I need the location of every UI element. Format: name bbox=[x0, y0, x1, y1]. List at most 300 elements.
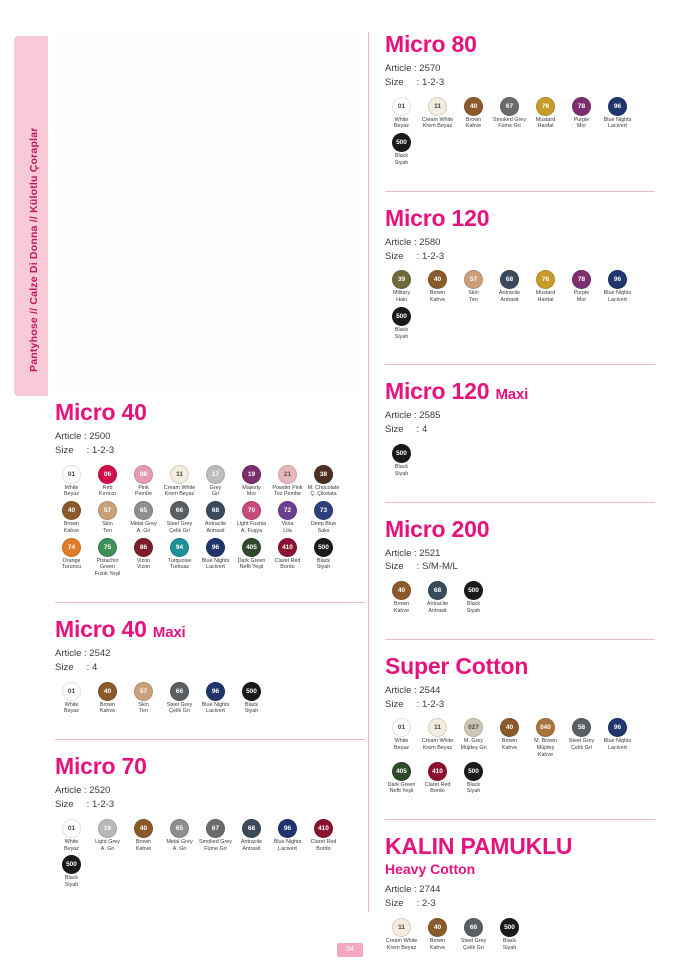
color-swatch-dot: 66 bbox=[170, 682, 189, 701]
color-swatch-dot: 75 bbox=[98, 538, 117, 557]
section-divider bbox=[385, 364, 655, 365]
product-title-text: Micro 120 bbox=[385, 204, 490, 231]
product-title-text: Micro 80 bbox=[385, 31, 477, 57]
color-swatch bbox=[421, 270, 454, 304]
size-line: Size : 1-2-3 bbox=[55, 444, 115, 456]
color-swatch-name: M. Chocolate Ç. Çikolata bbox=[307, 484, 340, 498]
section-tab-label: Pantyhose // Calze Di Donna // Külotlu Çoraplar bbox=[28, 127, 40, 372]
color-swatch bbox=[307, 819, 340, 853]
color-swatch bbox=[385, 581, 418, 615]
product-block bbox=[385, 517, 655, 625]
product-title-text: Micro 120 bbox=[385, 378, 490, 405]
color-swatch-dot: 500 bbox=[464, 581, 483, 600]
color-swatch-name: Viola Lila bbox=[281, 521, 294, 534]
color-swatch-dot: 06 bbox=[98, 465, 117, 484]
color-swatch-dot: 040 bbox=[536, 718, 555, 737]
color-swatch bbox=[163, 682, 196, 716]
color-swatch-name: Orange Turuncu bbox=[61, 557, 82, 571]
color-swatch-name: Cream White Krem Beyaz bbox=[421, 116, 454, 130]
color-swatch bbox=[271, 501, 304, 535]
color-swatch-dot: 11 bbox=[428, 718, 447, 737]
color-swatch bbox=[55, 855, 88, 889]
color-swatch-name: Blue Nights Lacivert bbox=[603, 290, 632, 304]
color-swatch bbox=[235, 465, 268, 499]
color-swatch-dot: 500 bbox=[392, 444, 411, 463]
product-title bbox=[385, 654, 655, 678]
color-swatch-list bbox=[385, 97, 655, 167]
product-title bbox=[385, 206, 655, 230]
color-swatch-dot: 86 bbox=[134, 538, 153, 557]
product-title-text: Micro 70 bbox=[55, 753, 147, 780]
product-meta bbox=[385, 684, 655, 712]
product-block bbox=[385, 379, 655, 487]
page-edge-strip bbox=[0, 0, 10, 973]
color-swatch-list bbox=[385, 444, 655, 478]
color-swatch bbox=[385, 270, 418, 304]
color-swatch-dot: 410 bbox=[428, 762, 447, 781]
color-swatch-dot: 73 bbox=[314, 501, 333, 520]
color-swatch-dot: 66 bbox=[464, 918, 483, 937]
color-swatch bbox=[493, 918, 526, 952]
color-swatch-dot: 57 bbox=[134, 682, 153, 701]
color-swatch-name: White Beyaz bbox=[394, 738, 409, 752]
color-swatch bbox=[163, 501, 196, 535]
color-swatch-list bbox=[385, 718, 655, 795]
size-line: Size : 1-2-3 bbox=[385, 698, 445, 710]
color-swatch-dot: 500 bbox=[392, 307, 411, 326]
section-divider bbox=[385, 191, 655, 192]
color-swatch-name: Dark Green Nefti Yeşil bbox=[387, 781, 416, 795]
color-swatch bbox=[457, 270, 490, 304]
product-block bbox=[55, 400, 365, 588]
product-meta bbox=[385, 547, 655, 575]
color-swatch-dot: 500 bbox=[464, 762, 483, 781]
article-line: Article : 2744 bbox=[385, 884, 441, 896]
color-swatch-name: Black Siyah bbox=[394, 153, 409, 166]
color-swatch-dot: 01 bbox=[392, 97, 411, 116]
color-swatch bbox=[91, 819, 124, 853]
size-line: Size : 2-3 bbox=[385, 898, 436, 910]
color-swatch-dot: 19 bbox=[242, 465, 261, 484]
color-swatch-name: Purple Mor bbox=[573, 116, 590, 130]
color-swatch bbox=[565, 718, 598, 758]
color-swatch-dot: 17 bbox=[206, 465, 225, 484]
color-swatch-dot: 72 bbox=[278, 501, 297, 520]
section-divider bbox=[55, 739, 365, 740]
color-swatch-name: Claret Red Bordo bbox=[310, 838, 337, 852]
color-swatch-dot: 01 bbox=[62, 682, 81, 701]
color-swatch-dot: 76 bbox=[536, 270, 555, 289]
product-title bbox=[385, 517, 655, 541]
color-swatch bbox=[529, 270, 562, 304]
color-swatch-name: Cream White Krem Beyaz bbox=[385, 937, 418, 951]
color-swatch-name: Black Siyah bbox=[394, 326, 409, 340]
color-swatch bbox=[457, 581, 490, 615]
color-swatch-dot: 410 bbox=[278, 538, 297, 557]
color-swatch-name: Skin Ten bbox=[468, 290, 479, 304]
color-swatch bbox=[235, 682, 268, 716]
color-swatch-name: White Beyaz bbox=[64, 484, 79, 498]
size-line: Size : S/M-M/L bbox=[385, 561, 458, 573]
color-swatch-dot: 39 bbox=[392, 270, 411, 289]
color-swatch-dot: 410 bbox=[314, 819, 333, 838]
color-swatch-name: Red Kırmızı bbox=[98, 484, 117, 498]
color-swatch-dot: 96 bbox=[608, 97, 627, 116]
color-swatch-name: Black Siyah bbox=[394, 464, 409, 477]
color-swatch bbox=[493, 97, 526, 131]
color-swatch bbox=[235, 501, 268, 535]
product-title-text: Super Cotton bbox=[385, 652, 529, 679]
color-swatch-name: Blue Nights Lacivert bbox=[201, 701, 230, 715]
color-swatch-dot: 65 bbox=[170, 819, 189, 838]
product-block bbox=[55, 617, 365, 725]
color-swatch bbox=[385, 918, 418, 952]
color-swatch bbox=[55, 501, 88, 535]
color-swatch-dot: 74 bbox=[62, 538, 81, 557]
color-swatch-name: White Beyaz bbox=[64, 701, 79, 715]
color-swatch-name: Antracite Antrasit bbox=[204, 521, 227, 534]
color-swatch-name: Blue Nights Lacivert bbox=[603, 116, 632, 130]
color-swatch bbox=[91, 501, 124, 535]
color-swatch-list bbox=[385, 270, 655, 340]
color-swatch bbox=[235, 819, 268, 853]
product-block bbox=[385, 654, 655, 805]
color-swatch-dot: 94 bbox=[170, 538, 189, 557]
product-title bbox=[385, 32, 655, 56]
color-swatch-name: Light Grey A. Gri bbox=[95, 838, 120, 852]
color-swatch-name: White Beyaz bbox=[64, 838, 79, 852]
color-swatch-name: Pink Pembe bbox=[134, 484, 153, 498]
article-line: Article : 2580 bbox=[385, 236, 441, 248]
color-swatch-name: Cream White Krem Beyaz bbox=[163, 484, 196, 498]
color-swatch-dot: 78 bbox=[572, 270, 591, 289]
color-swatch-dot: 40 bbox=[62, 501, 81, 520]
color-swatch-dot: 96 bbox=[206, 538, 225, 557]
color-swatch bbox=[235, 538, 268, 578]
page-number: 54 bbox=[337, 943, 363, 957]
color-swatch bbox=[163, 538, 196, 578]
color-swatch bbox=[199, 538, 232, 578]
color-swatch-name: Brown Kahve bbox=[465, 116, 482, 130]
color-swatch-dot: 96 bbox=[278, 819, 297, 838]
product-title bbox=[385, 379, 655, 403]
color-swatch-dot: 66 bbox=[170, 501, 189, 520]
color-swatch-name: Black Siyah bbox=[316, 557, 331, 571]
color-swatch-name: Brown Kahve bbox=[393, 601, 410, 614]
color-swatch bbox=[529, 97, 562, 131]
color-swatch-name: Powder Pink Toz Pembe bbox=[272, 484, 303, 498]
color-swatch-list bbox=[55, 465, 355, 578]
color-swatch-name: Steel Grey Çelik Gri bbox=[166, 521, 193, 534]
color-swatch-dot: 67 bbox=[500, 97, 519, 116]
color-swatch-name: Brown Kahve bbox=[429, 290, 446, 304]
product-title bbox=[55, 617, 365, 641]
color-swatch-dot: 96 bbox=[608, 718, 627, 737]
color-swatch-name: Brown Kahve bbox=[99, 701, 116, 715]
product-title-text: Micro 200 bbox=[385, 515, 490, 542]
color-swatch-dot: 16 bbox=[98, 819, 117, 838]
color-swatch bbox=[55, 819, 88, 853]
color-swatch-name: M. Grey Müjdeş Gri bbox=[460, 738, 487, 752]
color-swatch bbox=[199, 819, 232, 853]
color-swatch-dot: 40 bbox=[500, 718, 519, 737]
color-swatch bbox=[163, 465, 196, 499]
size-line: Size : 1-2-3 bbox=[55, 799, 115, 810]
product-title-maxi: Maxi bbox=[495, 386, 529, 404]
color-swatch bbox=[385, 307, 418, 341]
color-swatch-dot: 500 bbox=[500, 918, 519, 937]
color-swatch-name: Pistachio Green Fıstık Yeşil bbox=[94, 557, 121, 578]
color-swatch bbox=[457, 97, 490, 131]
color-swatch-dot: 96 bbox=[206, 682, 225, 701]
product-meta bbox=[55, 430, 365, 458]
color-swatch-dot: 57 bbox=[464, 270, 483, 289]
color-swatch-name: Steel Grey Çelik Gri bbox=[460, 937, 487, 951]
color-swatch-name: Metal Grey A. Gri bbox=[166, 838, 193, 852]
color-swatch-dot: 500 bbox=[242, 682, 261, 701]
color-swatch-dot: 405 bbox=[392, 762, 411, 781]
color-swatch bbox=[457, 918, 490, 952]
color-swatch bbox=[199, 682, 232, 716]
color-swatch-dot: 21 bbox=[278, 465, 297, 484]
product-meta bbox=[385, 236, 655, 264]
color-swatch-dot: 40 bbox=[428, 270, 447, 289]
section-tab bbox=[14, 36, 48, 396]
color-swatch-name: Purple Mor bbox=[573, 290, 590, 304]
color-swatch bbox=[55, 538, 88, 578]
product-title-text: Micro 40 bbox=[55, 615, 147, 642]
color-swatch-name: Deep Blue Saks bbox=[310, 521, 337, 534]
product-meta bbox=[385, 62, 655, 90]
color-swatch-name: Black Siyah bbox=[244, 701, 259, 715]
section-divider bbox=[55, 602, 365, 603]
color-swatch bbox=[457, 718, 490, 758]
color-swatch bbox=[385, 444, 418, 478]
color-swatch-dot: 500 bbox=[62, 855, 81, 874]
product-block bbox=[385, 834, 655, 961]
color-swatch bbox=[421, 762, 454, 796]
color-swatch-dot: 500 bbox=[314, 538, 333, 557]
article-line: Article : 2570 bbox=[385, 63, 441, 75]
color-swatch bbox=[127, 501, 160, 535]
color-swatch bbox=[307, 465, 340, 499]
color-swatch-name: M. Brown Müjdeş Kahve bbox=[534, 738, 557, 758]
color-swatch-name: Antracite Antrasit bbox=[240, 838, 263, 852]
color-swatch-dot: 38 bbox=[314, 465, 333, 484]
color-swatch-name: Light Fushia A. Fuşya bbox=[236, 521, 267, 534]
color-swatch-name: Blue Nights Lacivert bbox=[201, 557, 230, 571]
color-swatch bbox=[421, 718, 454, 758]
color-swatch bbox=[127, 819, 160, 853]
color-swatch-name: Vizon Vizon bbox=[136, 557, 151, 571]
product-meta bbox=[55, 784, 365, 812]
color-swatch-dot: 68 bbox=[206, 501, 225, 520]
color-swatch bbox=[271, 538, 304, 578]
color-swatch bbox=[199, 501, 232, 535]
color-swatch-dot: 405 bbox=[242, 538, 261, 557]
color-swatch bbox=[385, 718, 418, 758]
color-swatch-dot: 11 bbox=[170, 465, 189, 484]
product-title bbox=[55, 754, 365, 778]
color-swatch bbox=[127, 682, 160, 716]
product-title-text: KALIN PAMUKLU bbox=[385, 833, 573, 860]
color-swatch bbox=[529, 718, 562, 758]
color-swatch-dot: 40 bbox=[392, 581, 411, 600]
product-block bbox=[385, 32, 655, 177]
section-divider bbox=[385, 639, 655, 640]
color-swatch-name: Black Siyah bbox=[64, 875, 79, 889]
color-swatch-list bbox=[385, 581, 655, 615]
size-line: Size : 1-2-3 bbox=[385, 76, 445, 88]
color-swatch-dot: 40 bbox=[464, 97, 483, 116]
color-swatch-dot: 58 bbox=[572, 718, 591, 737]
color-swatch bbox=[457, 762, 490, 796]
color-swatch-name: Blue Nights Lacivert bbox=[273, 838, 302, 852]
right-product-column bbox=[385, 32, 655, 961]
color-swatch bbox=[199, 465, 232, 499]
color-swatch-name: Military Haki bbox=[392, 290, 411, 304]
color-swatch-dot: 78 bbox=[572, 97, 591, 116]
color-swatch-name: Majesty Mor bbox=[242, 484, 261, 498]
color-swatch-dot: 11 bbox=[392, 918, 411, 937]
color-swatch bbox=[421, 97, 454, 131]
color-swatch bbox=[163, 819, 196, 853]
color-swatch-list bbox=[55, 682, 355, 716]
product-title bbox=[385, 834, 655, 858]
color-swatch-dot: 65 bbox=[134, 501, 153, 520]
color-swatch-name: Mustard Hardal bbox=[535, 116, 556, 130]
size-line: Size : 1-2-3 bbox=[385, 250, 445, 262]
color-swatch-dot: 40 bbox=[428, 918, 447, 937]
color-swatch-name: Brown Kahve bbox=[501, 738, 518, 752]
color-swatch-name: Smoked Grey Füme Gri bbox=[199, 838, 232, 852]
color-swatch-dot: 68 bbox=[428, 581, 447, 600]
color-swatch bbox=[385, 97, 418, 131]
color-swatch bbox=[55, 682, 88, 716]
product-block bbox=[385, 206, 655, 351]
color-swatch-list bbox=[385, 918, 655, 952]
photo-background bbox=[55, 32, 360, 394]
color-swatch bbox=[565, 97, 598, 131]
color-swatch-name: White Beyaz bbox=[394, 116, 409, 130]
color-swatch-name: Turquoise Turkuaz bbox=[167, 557, 192, 571]
color-swatch-name: Claret Red Bordo bbox=[274, 557, 301, 571]
article-line: Article : 2585 bbox=[385, 410, 441, 422]
color-swatch bbox=[385, 133, 418, 167]
color-swatch bbox=[493, 270, 526, 304]
product-title-maxi: Maxi bbox=[152, 623, 186, 641]
color-swatch-name: Brown Kahve bbox=[135, 838, 152, 852]
color-swatch bbox=[421, 581, 454, 615]
color-swatch bbox=[601, 97, 634, 131]
size-line: Size : 4 bbox=[55, 661, 98, 673]
color-swatch-dot: 01 bbox=[392, 718, 411, 737]
color-swatch bbox=[601, 718, 634, 758]
color-swatch bbox=[55, 465, 88, 499]
color-swatch-dot: 67 bbox=[206, 819, 225, 838]
color-swatch-dot: 027 bbox=[464, 718, 483, 737]
color-swatch-name: Dark Green Nefti Yeşil bbox=[237, 557, 266, 571]
color-swatch-name: Skin Ten bbox=[102, 521, 113, 534]
section-divider bbox=[385, 819, 655, 820]
color-swatch-name: Metal Grey A. Gri bbox=[130, 521, 157, 534]
color-swatch-name: Antracite Antrasit bbox=[498, 290, 521, 304]
product-meta bbox=[385, 409, 655, 437]
color-swatch bbox=[91, 465, 124, 499]
article-line: Article : 2544 bbox=[385, 684, 441, 696]
color-swatch bbox=[307, 538, 340, 578]
color-swatch bbox=[127, 538, 160, 578]
color-swatch-dot: 500 bbox=[392, 133, 411, 152]
color-swatch-dot: 01 bbox=[62, 819, 81, 838]
color-swatch-dot: 11 bbox=[428, 97, 447, 116]
product-title bbox=[55, 400, 365, 424]
article-line: Article : 2521 bbox=[385, 547, 441, 559]
color-swatch-list bbox=[55, 819, 355, 889]
color-swatch bbox=[601, 270, 634, 304]
color-swatch-name: Mustard Hardal bbox=[535, 290, 556, 304]
color-swatch-name: Grey Gri bbox=[209, 484, 222, 498]
color-swatch bbox=[421, 918, 454, 952]
color-swatch bbox=[307, 501, 340, 535]
product-photo bbox=[55, 32, 360, 394]
size-line: Size : 4 bbox=[385, 424, 428, 436]
color-swatch-dot: 01 bbox=[62, 465, 81, 484]
product-meta bbox=[55, 647, 365, 675]
color-swatch-dot: 08 bbox=[134, 465, 153, 484]
color-swatch-dot: 96 bbox=[608, 270, 627, 289]
color-swatch-name: Black Siyah bbox=[466, 781, 481, 795]
article-line: Article : 2520 bbox=[55, 785, 111, 797]
article-line: Article : 2500 bbox=[55, 431, 111, 443]
color-swatch-name: Blue Nights Lacivert bbox=[603, 738, 632, 752]
product-block bbox=[55, 754, 365, 899]
color-swatch bbox=[385, 762, 418, 796]
color-swatch-dot: 68 bbox=[242, 819, 261, 838]
color-swatch-dot: 40 bbox=[134, 819, 153, 838]
left-product-column bbox=[55, 400, 365, 899]
color-swatch bbox=[271, 465, 304, 499]
color-swatch-dot: 68 bbox=[500, 270, 519, 289]
color-swatch-dot: 40 bbox=[98, 682, 117, 701]
color-swatch-name: Claret Red Bordo bbox=[424, 781, 451, 795]
color-swatch bbox=[91, 538, 124, 578]
product-title-text: Micro 40 bbox=[55, 399, 147, 425]
color-swatch-name: Steel Grey Çelik Gri bbox=[166, 701, 193, 715]
color-swatch-name: Cream White Krem Beyaz bbox=[421, 738, 454, 752]
color-swatch bbox=[127, 465, 160, 499]
article-line: Article : 2542 bbox=[55, 648, 111, 660]
color-swatch-name: Brown Kahve bbox=[429, 937, 446, 951]
color-swatch-name: Smoked Grey Füme Gri bbox=[493, 116, 526, 130]
color-swatch-dot: 76 bbox=[536, 97, 555, 116]
color-swatch-name: Black Siyah bbox=[466, 601, 481, 614]
color-swatch bbox=[271, 819, 304, 853]
product-meta bbox=[385, 883, 655, 911]
color-swatch-name: Skin Ten bbox=[138, 701, 149, 715]
color-swatch-dot: 57 bbox=[98, 501, 117, 520]
color-swatch-dot: 70 bbox=[242, 501, 261, 520]
color-swatch-name: Brown Kahve bbox=[63, 521, 80, 534]
section-divider bbox=[385, 502, 655, 503]
color-swatch bbox=[91, 682, 124, 716]
color-swatch-name: Antracite Antrasit bbox=[426, 601, 449, 614]
product-subtitle: Heavy Cotton bbox=[385, 861, 476, 878]
color-swatch bbox=[565, 270, 598, 304]
color-swatch-name: Steel Grey Çelik Gri bbox=[568, 738, 595, 752]
color-swatch-name: Black Siyah bbox=[502, 937, 517, 951]
color-swatch bbox=[493, 718, 526, 758]
